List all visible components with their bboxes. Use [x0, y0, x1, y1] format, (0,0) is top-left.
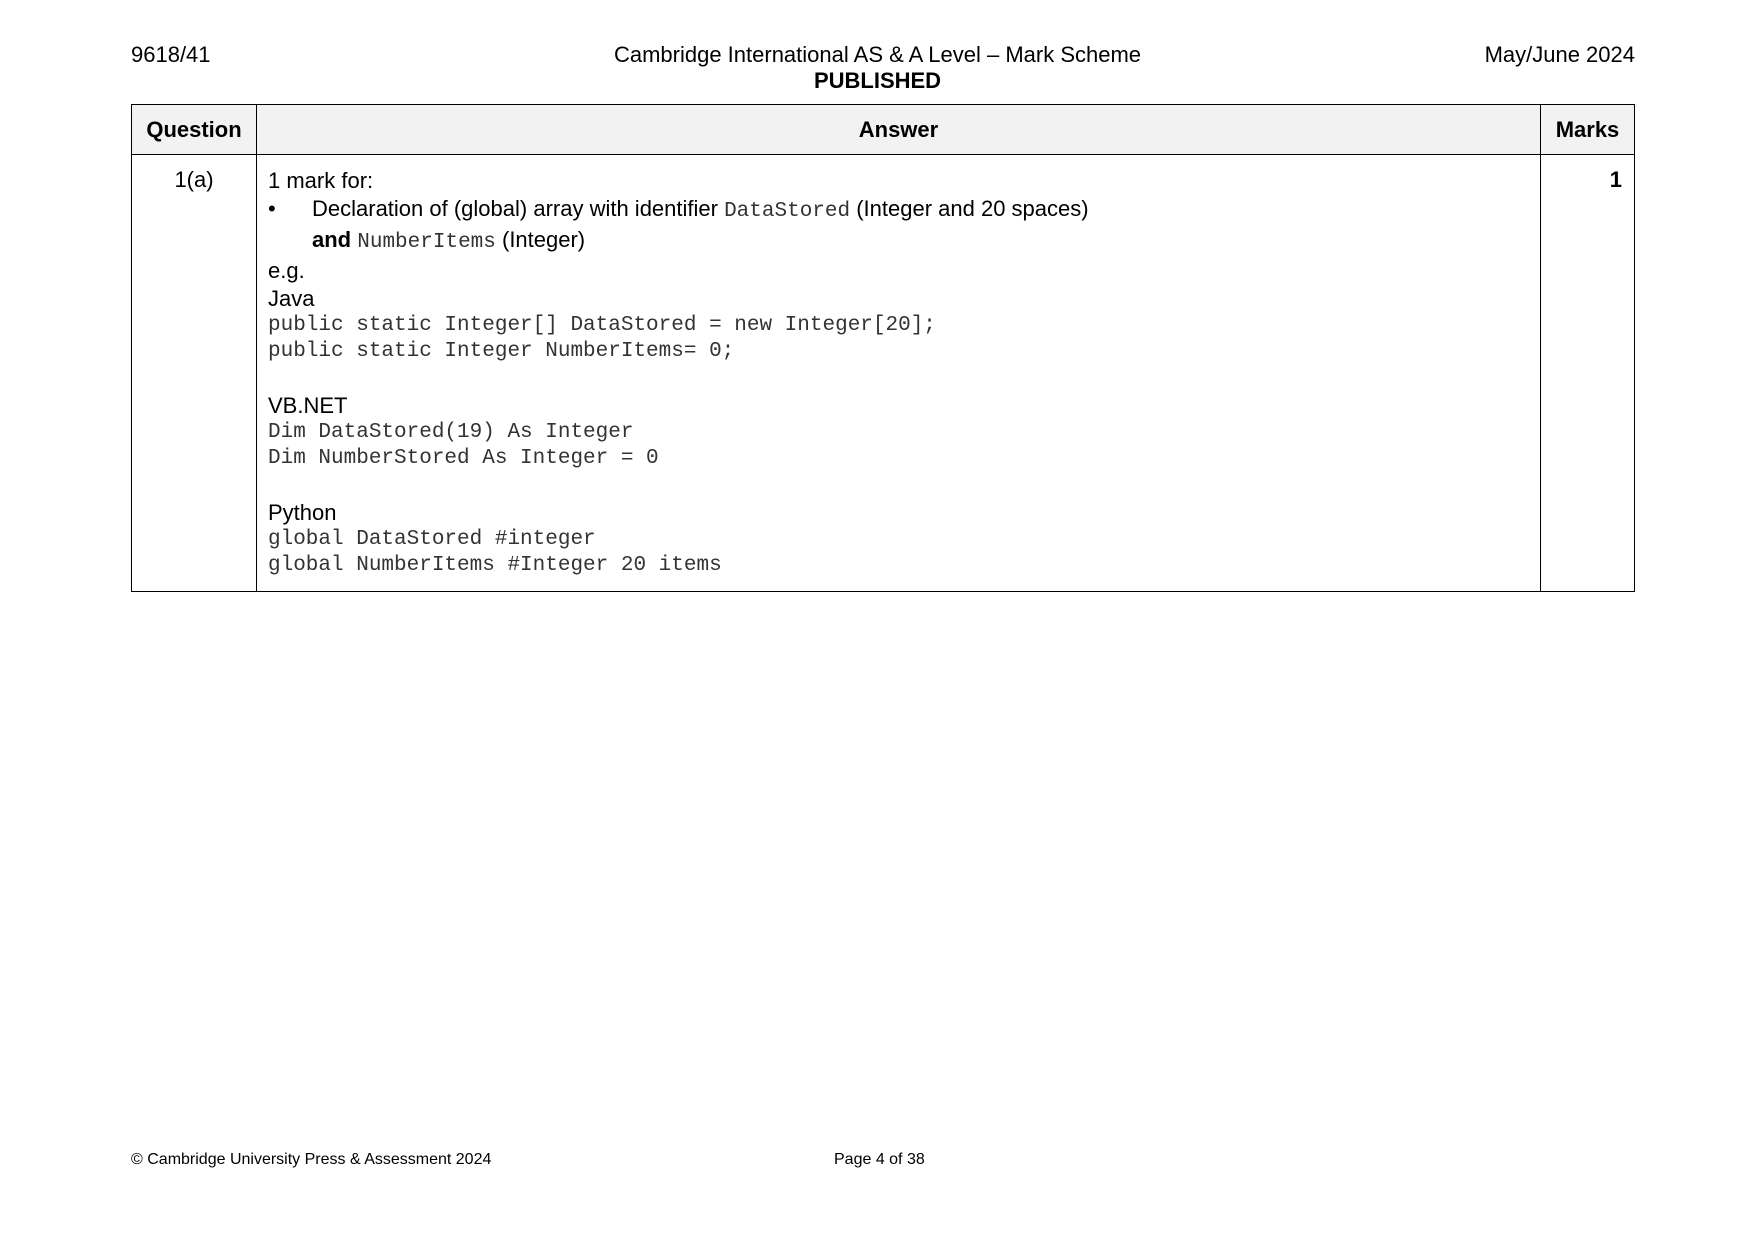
mark-point [268, 195, 1530, 226]
exam-session: May/June 2024 [1484, 42, 1635, 67]
python-label: Python [268, 500, 337, 525]
question-header: Question [132, 105, 257, 155]
code-line: public static Integer NumberItems= 0; [268, 340, 735, 363]
mark-intro: 1 mark for: [268, 168, 374, 193]
mark-point-text: Declaration of (global) array with identifier DataStored (Integer and 20 spaces) [312, 196, 1089, 223]
java-label: Java [268, 286, 315, 311]
mark-point-continuation: and NumberItems (Integer) [312, 227, 586, 254]
table-row [132, 155, 1635, 592]
code-line: Dim NumberStored As Integer = 0 [268, 447, 659, 470]
code-line: global DataStored #integer [268, 528, 596, 551]
marks-value: 1 [1541, 155, 1635, 592]
code-line: public static Integer[] DataStored = new Integer[20]; [268, 314, 936, 337]
mark-scheme-table [131, 104, 1635, 592]
vbnet-label: VB.NET [268, 393, 348, 418]
identifier-datastored: DataStored [724, 200, 851, 223]
answer-cell [257, 155, 1541, 592]
identifier-numberitems: NumberItems [357, 231, 496, 254]
document-title: Cambridge International AS & A Level – Mark Scheme [613, 42, 1142, 67]
answer-header: Answer [257, 105, 1541, 155]
copyright-notice: © Cambridge University Press & Assessment 2024 [131, 1151, 492, 1168]
paper-code: 9618/41 [131, 42, 211, 67]
marks-header: Marks [1541, 105, 1635, 155]
and-keyword: and [312, 227, 352, 252]
published-label: PUBLISHED [813, 68, 942, 93]
bullet-icon: • [268, 196, 276, 221]
page-number: Page 4 of 38 [834, 1151, 925, 1168]
example-label: e.g. [268, 258, 305, 283]
code-line: global NumberItems #Integer 20 items [268, 554, 722, 577]
code-line: Dim DataStored(19) As Integer [268, 421, 634, 444]
table-header-row [132, 105, 1635, 155]
question-number: 1(a) [132, 155, 257, 592]
